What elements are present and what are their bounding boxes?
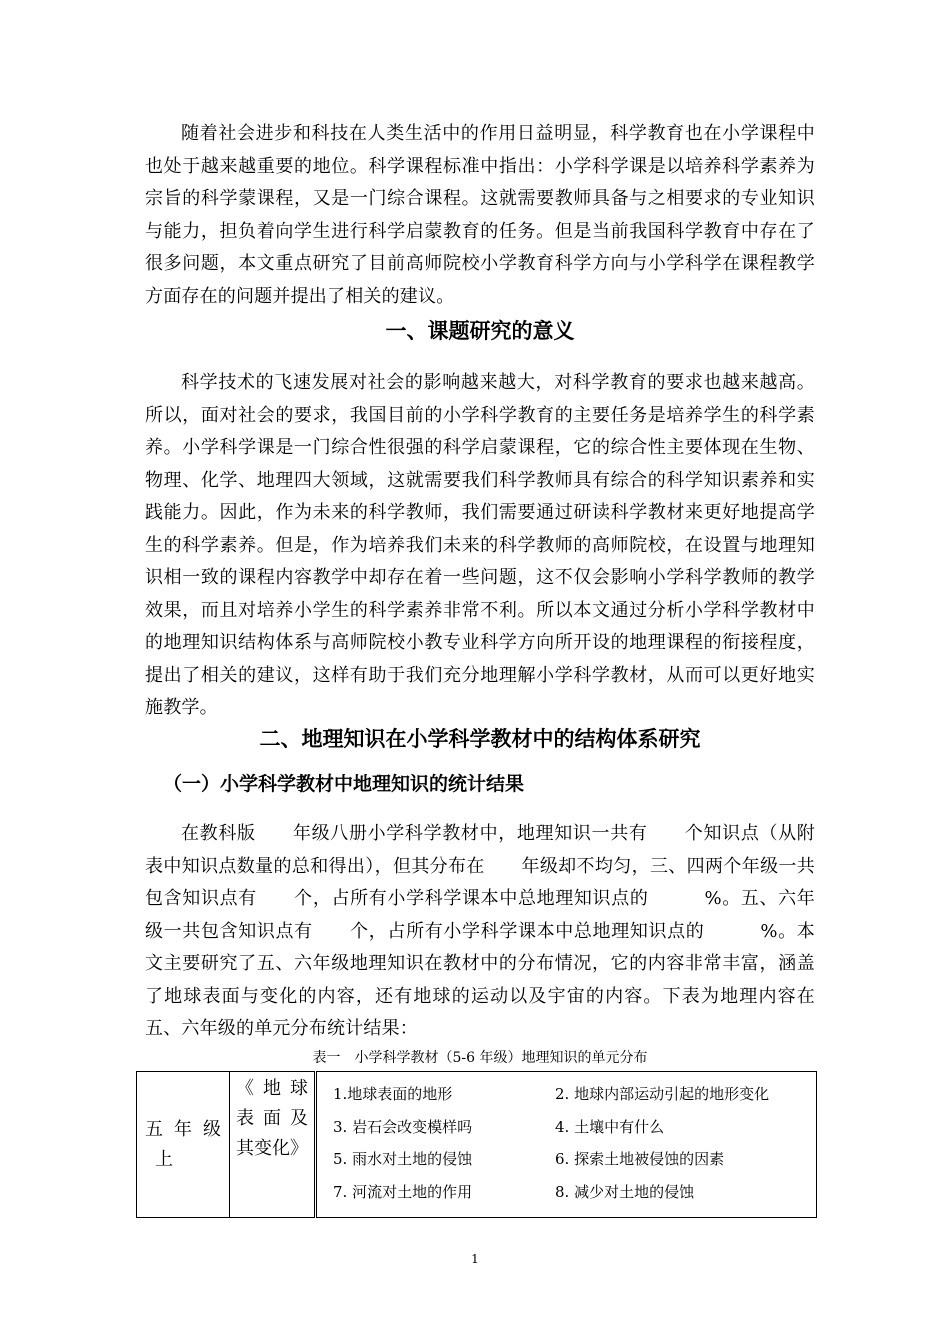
lesson-item: 3. 岩石会改变模样吗 [333,1117,473,1136]
unit-title-line-2: 表面及 [236,1108,308,1129]
lesson-item: 7. 河流对土地的作用 [333,1182,473,1201]
statistics-paragraph: 在教科版 年级八册小学科学教材中，地理知识一共有 个知识点（从附表中知识点数量的总和得出），但其分布在 年级却不均匀，三、四两个年级一共包含知识点有 个，占所有小学科学课本中总地理知识点的 %。五、六年级一共包含知识点有 个，占所有小学科学课本中总地理知识点的 %。本文主要研究了五、六年级地理知识在教材中的分布情况，它的内容非常丰富，涵盖了地球表面与变化的内容，还有地球的运动以及宇宙的内容。下表为地理内容在五、六年级的单元分布统计结果： [145,823,815,1039]
lesson-item: 1.地球表面的地形 [333,1085,453,1103]
section-heading-2: 二、地理知识在小学科学教材中的结构体系研究 [259,727,701,751]
lesson-item: 8. 减少对土地的侵蚀 [555,1182,695,1201]
grade-label: 五年级 [145,1118,221,1140]
lesson-item: 6. 探索土地被侵蚀的因素 [555,1150,725,1168]
lesson-list [333,1078,806,1208]
lesson-item: 5. 雨水对土地的侵蚀 [333,1150,473,1168]
unit-distribution-table [136,1071,817,1218]
unit-cell [230,1072,316,1218]
grade-cell [137,1072,230,1218]
unit-title-line-1: 《地球 [236,1078,308,1099]
unit-title-line-3: 其变化》 [236,1138,308,1159]
intro-paragraph: 随着社会进步和科技在人类生活中的作用日益明显，科学教育也在小学课程中也处于越来越重要的地位。科学课程标准中指出：小学科学课是以培养科学素养为宗旨的科学蒙课程，又是一门综合课程。这就需要教师具备与之相要求的专业知识与能力，担负着向学生进行科学启蒙教育的任务。但是当前我国科学教育中存在了很多问题，本文重点研究了目前高师院校小学教育科学方向与小学科学在课程教学方面存在的问题并提出了相关的建议。 [145,123,815,307]
subsection-heading-1: （一）小学科学教材中地理知识的统计结果 [163,773,525,795]
lesson-item: 2. 地球内部运动引起的地形变化 [555,1085,770,1103]
significance-paragraph: 科学技术的飞速发展对社会的影响越来越大，对科学教育的要求也越来越高。所以，面对社会的要求，我国目前的小学科学教育的主要任务是培养学生的科学素养。小学科学课是一门综合性很强的科学启蒙课程，它的综合性主要体现在生物、物理、化学、地理四大领域，这就需要我们科学教师具有综合的科学知识素养和实践能力。因此，作为未来的科学教师，我们需要通过研读科学教材来更好地提高学生的科学素养。但是，作为培养我们未来的科学教师的高师院校，在设置与地理知识相一致的课程内容教学中却存在着一些问题，这不仅会影响小学科学教师的教学效果，而且对培养小学生的科学素养非常不利。所以本文通过分析小学科学教材中的地理知识结构体系与高师院校小教专业科学方向所开设的地理课程的衔接程度，提出了相关的建议，这样有助于我们充分地理解小学科学教材，从而可以更好地实施教学。 [145,372,815,718]
page-number: 1 [471,1252,479,1266]
grade-term-label: 上 [155,1148,173,1170]
table-caption: 表一 小学科学教材（5-6 年级）地理知识的单元分布 [312,1050,648,1066]
section-heading-1: 一、课题研究的意义 [385,319,575,343]
table-row [137,1072,817,1218]
lessons-cell [316,1072,817,1218]
lesson-item: 4. 土壤中有什么 [555,1117,665,1136]
